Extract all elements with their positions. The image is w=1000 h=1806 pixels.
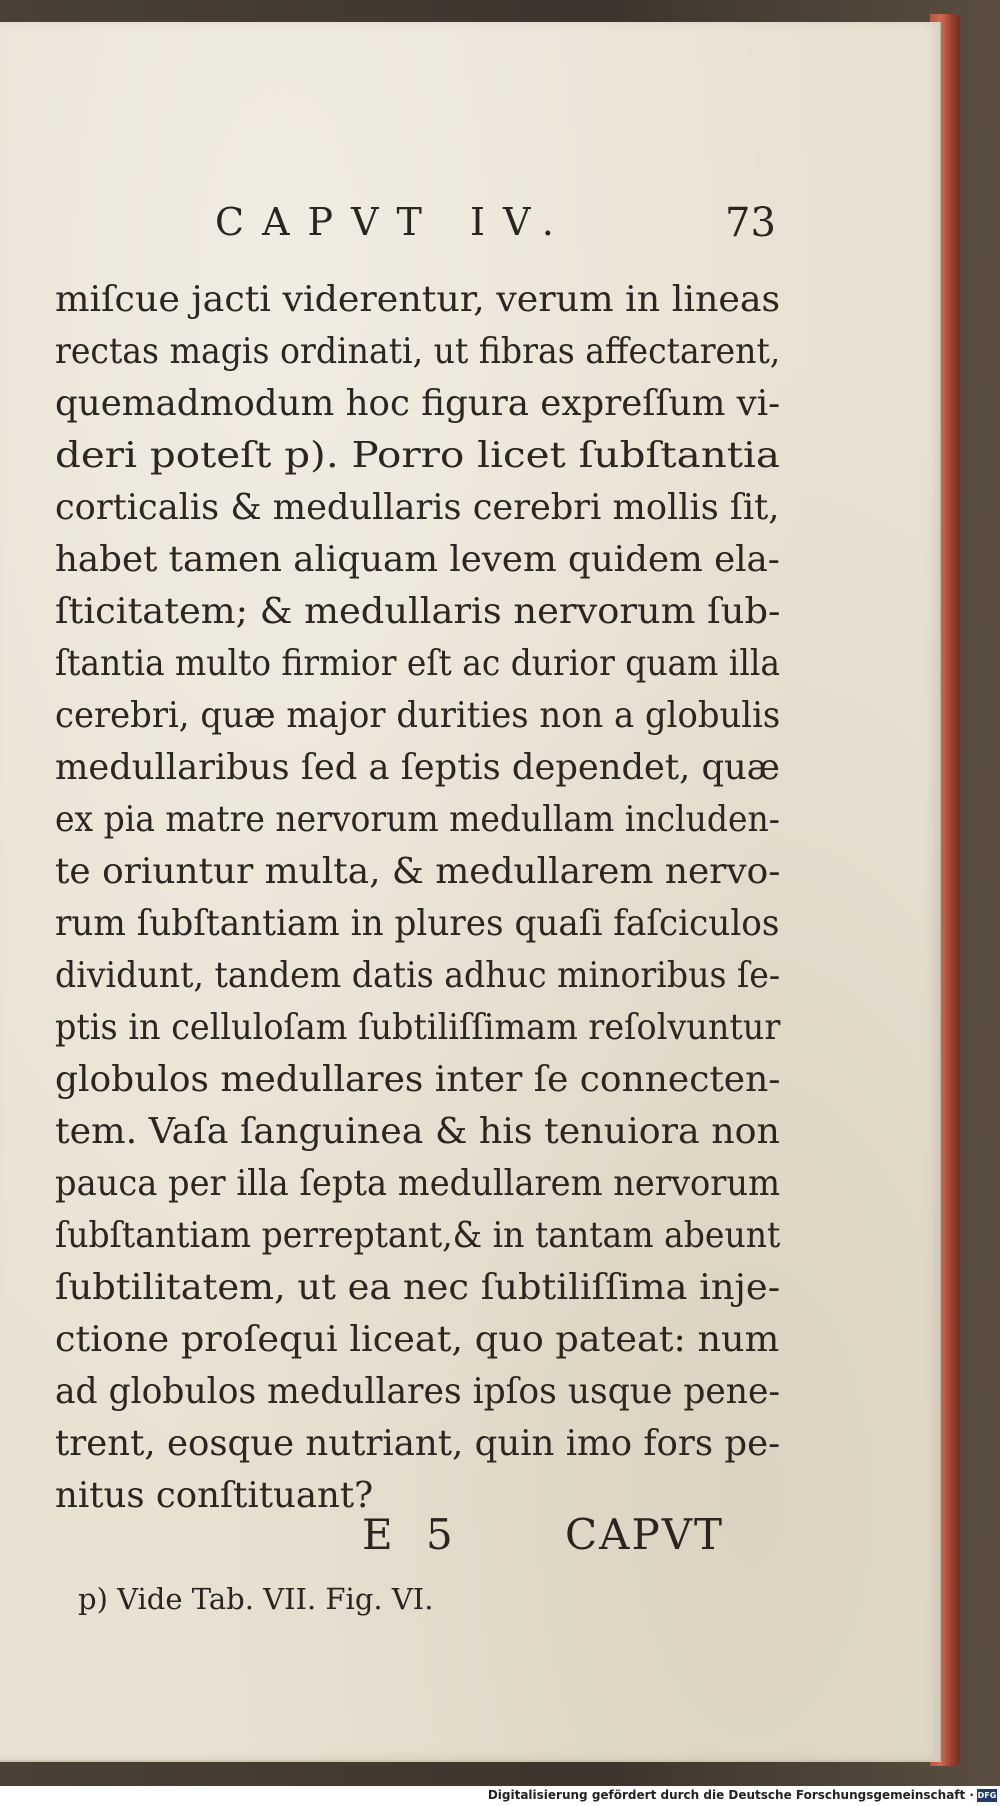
digitization-credit: Digitalisierung gefördert durch die Deutsche Forschungsgemeinschaft · [487,1788,974,1802]
text-line: nitus conſtituant? [55,1475,374,1516]
text-line: ſubſtantiam perreptant,& in tantam abeunt [55,1215,781,1256]
text-line: ſticitatem; & medullaris nervorum ſub- [55,591,781,632]
page-number: 73 [725,200,776,246]
text-line: ſtantia multo firmior eſt ac durior quam illa [55,643,781,684]
dfg-logo-icon: DFG [977,1791,997,1800]
digitization-credit-bar [0,1786,1000,1806]
running-head: CAPVT IV. [215,200,572,244]
text-line: cerebri, quæ major durities non a globulis [55,695,781,736]
catchword: CAPVT [565,1510,725,1559]
text-line: dividunt, tandem datis adhuc minoribus ſe- [55,955,781,996]
footnote: p) Vide Tab. VII. Fig. VI. [78,1582,434,1616]
text-line: ad globulos medullares ipſos usque pene- [55,1371,781,1412]
body-text [55,274,780,1522]
text-line: ſubtilitatem, ut ea nec ſubtiliſſima inje- [55,1267,781,1308]
text-line: deri poteſt p). Porro licet ſubſtantia [55,435,780,476]
text-line: rectas magis ordinati, ut fibras affectarent, [55,331,781,372]
text-line: tem. Vaſa ſanguinea & his tenuiora non [55,1111,780,1152]
text-line: rum ſubſtantiam in plures quaſi faſciculos [55,903,780,944]
text-line: trent, eosque nutriant, quin imo fors pe- [55,1423,781,1464]
text-line: corticalis & medullaris cerebri mollis ſit, [55,487,780,528]
text-line: te oriuntur multa, & medullarem nervo- [55,851,781,892]
text-line: globulos medullares inter ſe connecten- [55,1059,781,1100]
signature-mark: E 5 [362,1510,463,1559]
page-header [0,200,940,260]
page-footer [0,1510,940,1570]
text-line: ptis in celluloſam ſubtiliſſimam reſolvuntur [55,1007,781,1048]
book-page [0,22,941,1762]
text-line: miſcue jacti viderentur, verum in lineas [55,279,781,320]
text-line: habet tamen aliquam levem quidem ela- [55,539,780,580]
text-line: quemadmodum hoc figura expreſſum vi- [55,383,781,424]
text-line: medullaribus ſed a ſeptis dependet, quæ [55,747,780,788]
text-line: ctione proſequi liceat, quo pateat: num [55,1319,780,1360]
text-line: pauca per illa ſepta medullarem nervorum [55,1163,781,1204]
text-line: ex pia matre nervorum medullam includen- [55,799,780,840]
